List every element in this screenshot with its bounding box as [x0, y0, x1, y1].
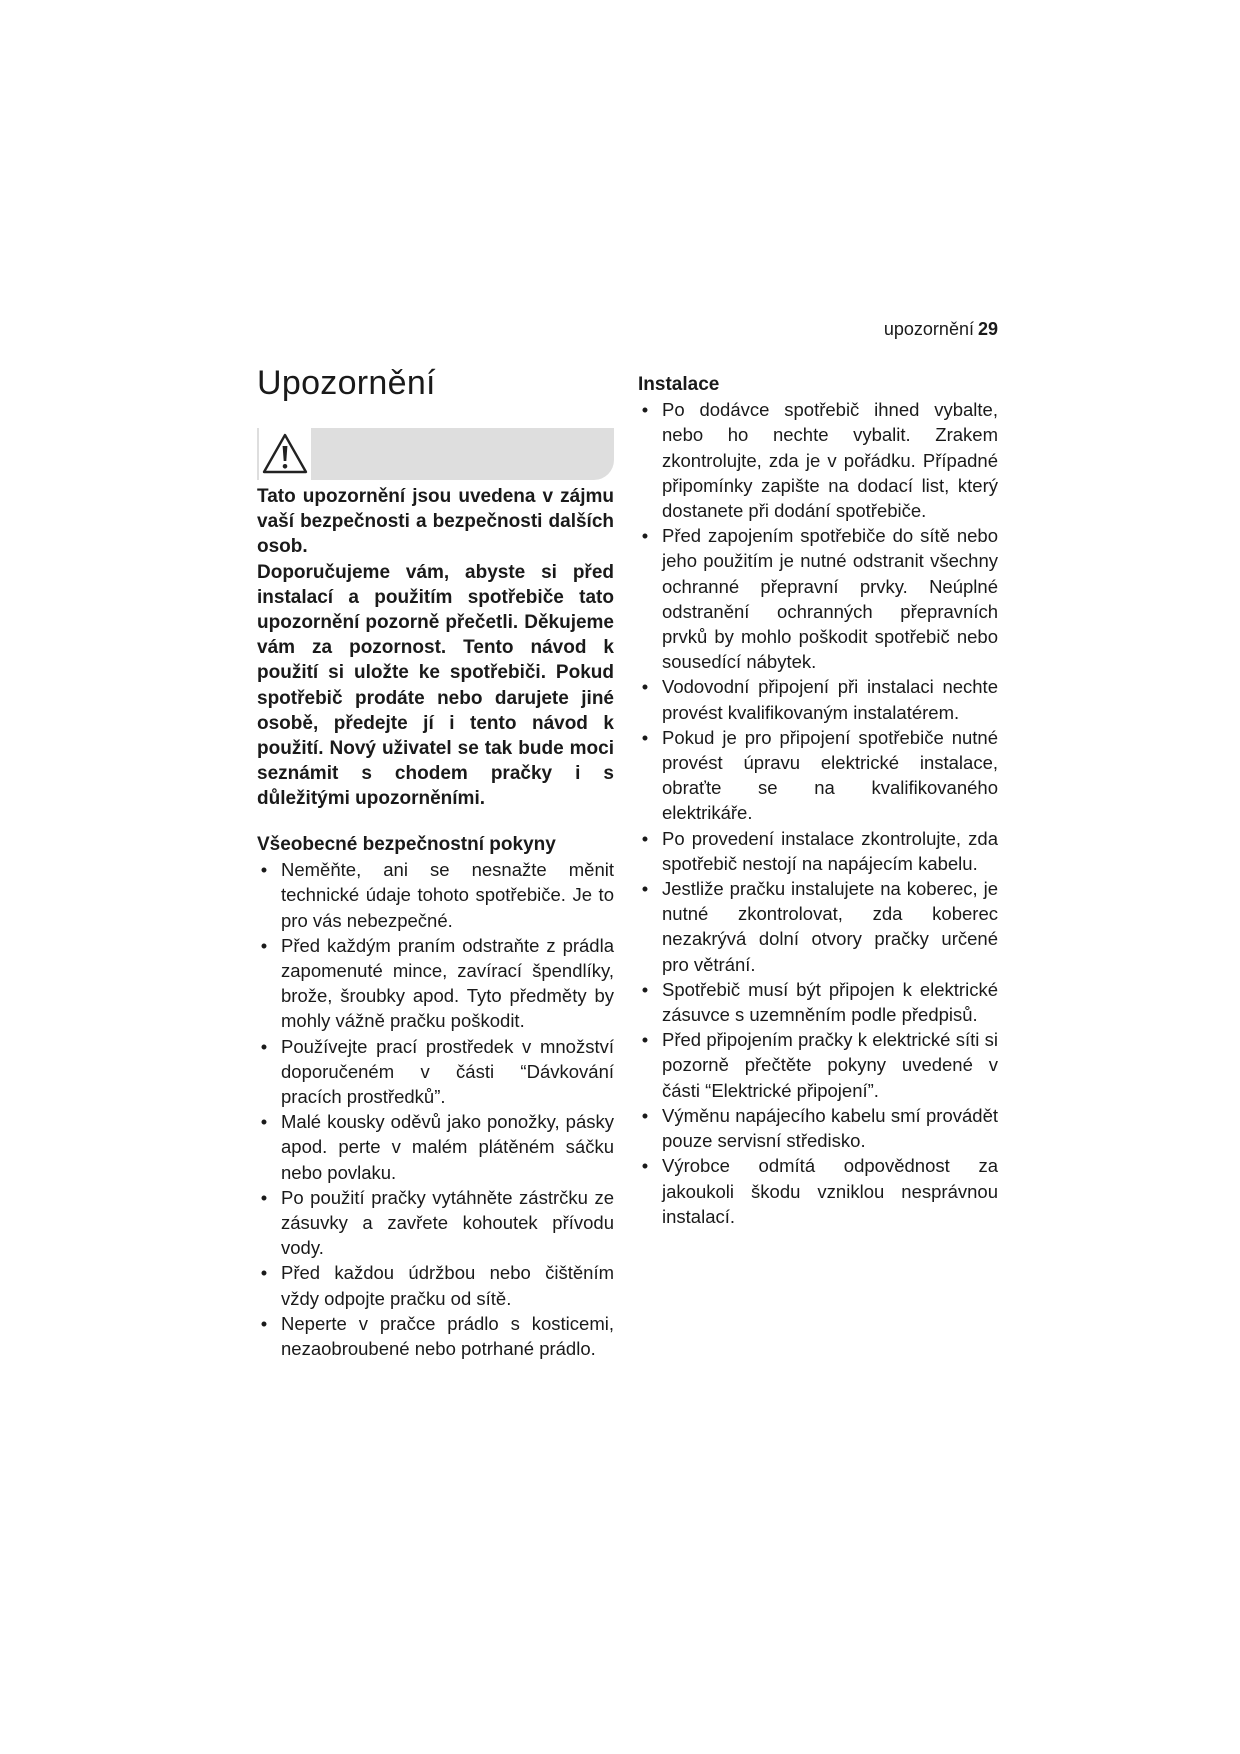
page-number: 29	[977, 319, 998, 339]
list-item: • Vodovodní připojení při instalaci nechte provést kvalifikovaným instalatérem.	[638, 674, 998, 724]
bullet-icon: •	[260, 1312, 268, 1334]
list-item: • Jestliže pračku instalujete na koberec, je nutné zkontrolovat, zda koberec nezakrývá dolní otvory pračky určené pro větrání.	[638, 876, 998, 977]
bullet-icon: •	[260, 1035, 268, 1057]
running-header	[780, 319, 998, 340]
bullet-icon: •	[641, 878, 649, 900]
installation-title: Instalace	[638, 374, 720, 395]
list-item: • Před zapojením spotřebiče do sítě nebo jeho použitím je nutné odstranit všechny ochranné přepravní prvky. Neúplné odstranění ochranných přepravních prvků by mohlo poškodit spotřebič nebo sousedící nábytek.	[638, 523, 998, 674]
bullet-icon: •	[641, 1029, 649, 1051]
list-item: • Výměnu napájecího kabelu smí provádět pouze servisní středisko.	[638, 1103, 998, 1153]
bullet-icon: •	[641, 726, 649, 748]
bullet-icon: •	[260, 1262, 268, 1284]
bullet-icon: •	[260, 859, 268, 881]
bullet-icon: •	[641, 1104, 649, 1126]
list-item: • Po provedení instalace zkontrolujte, zda spotřebič nestojí na napájecím kabelu.	[638, 826, 998, 876]
intro-paragraph-1: Tato upozornění jsou uvedena v zájmu vaší bezpečnosti a bezpečnosti dalších osob.	[257, 486, 614, 558]
bullet-icon: •	[641, 1155, 649, 1177]
warning-banner	[257, 428, 614, 480]
page-title: Upozornění	[257, 364, 436, 402]
list-item: • Před každou údržbou nebo čištěním vždy odpojte pračku od sítě.	[257, 1260, 614, 1310]
list-item: • Spotřebič musí být připojen k elektrické zásuvce s uzemněním podle předpisů.	[638, 977, 998, 1027]
general-safety-section	[257, 832, 614, 1361]
list-item: • Před připojením pračky k elektrické síti si pozorně přečtěte pokyny uvedené v části “Elektrické připojení”.	[638, 1027, 998, 1103]
bullet-icon: •	[260, 1111, 268, 1133]
bullet-icon: •	[260, 934, 268, 956]
list-item: • Po dodávce spotřebič ihned vybalte, nebo ho nechte vybalit. Zrakem zkontrolujte, zda je v pořádku. Případné připomínky zapište na dodací list, který dostanete při dodání spotřebiče.	[638, 397, 998, 523]
list-item: • Po použití pračky vytáhněte zástrčku ze zásuvky a zavřete kohoutek přívodu vody.	[257, 1185, 614, 1261]
intro-paragraph-2: Doporučujeme vám, abyste si před instalací a použitím spotřebiče tato upozornění pozorně přečetli. Děkujeme vám za pozornost. Tento návod k použití si uložte ke spotřebiči. Pokud spotřebič prodáte nebo darujete jiné osobě, předejte jí i tento návod k použití. Nový uživatel se tak bude moci seznámit s chodem pračky i s důležitými upozorněními.	[257, 561, 614, 810]
bullet-icon: •	[641, 525, 649, 547]
intro-text	[257, 484, 614, 812]
list-item: • Malé kousky oděvů jako ponožky, pásky apod. perte v malém plátěném sáčku nebo povlaku.	[257, 1109, 614, 1185]
installation-list	[638, 397, 998, 1229]
installation-section	[638, 372, 998, 1229]
list-item: • Pokud je pro připojení spotřebiče nutné provést úpravu elektrické instalace, obraťte se na kvalifikovaného elektrikáře.	[638, 725, 998, 826]
list-item: • Před každým praním odstraňte z prádla zapomenuté mince, zavírací špendlíky, brože, šroubky apod. Tyto předměty by mohly vážně pračku poškodit.	[257, 933, 614, 1034]
list-item: • Neperte v pračce prádlo s kosticemi, nezaobroubené nebo potrhané prádlo.	[257, 1311, 614, 1361]
bullet-icon: •	[641, 978, 649, 1000]
list-item: • Výrobce odmítá odpovědnost za jakoukoli škodu vzniklou nesprávnou instalací.	[638, 1153, 998, 1229]
bullet-icon: •	[260, 1186, 268, 1208]
bullet-icon: •	[641, 827, 649, 849]
warning-triangle-icon	[259, 428, 311, 480]
general-safety-list	[257, 857, 614, 1361]
bullet-icon: •	[641, 676, 649, 698]
bullet-icon: •	[641, 399, 649, 421]
running-header-label: upozornění	[883, 319, 974, 339]
list-item: • Neměňte, ani se nesnažte měnit technické údaje tohoto spotřebiče. Je to pro vás nebezpečné.	[257, 857, 614, 933]
list-item: • Používejte prací prostředek v množství doporučeném v části “Dávkování pracích prostředků”.	[257, 1034, 614, 1110]
general-safety-title: Všeobecné bezpečnostní pokyny	[257, 834, 556, 855]
